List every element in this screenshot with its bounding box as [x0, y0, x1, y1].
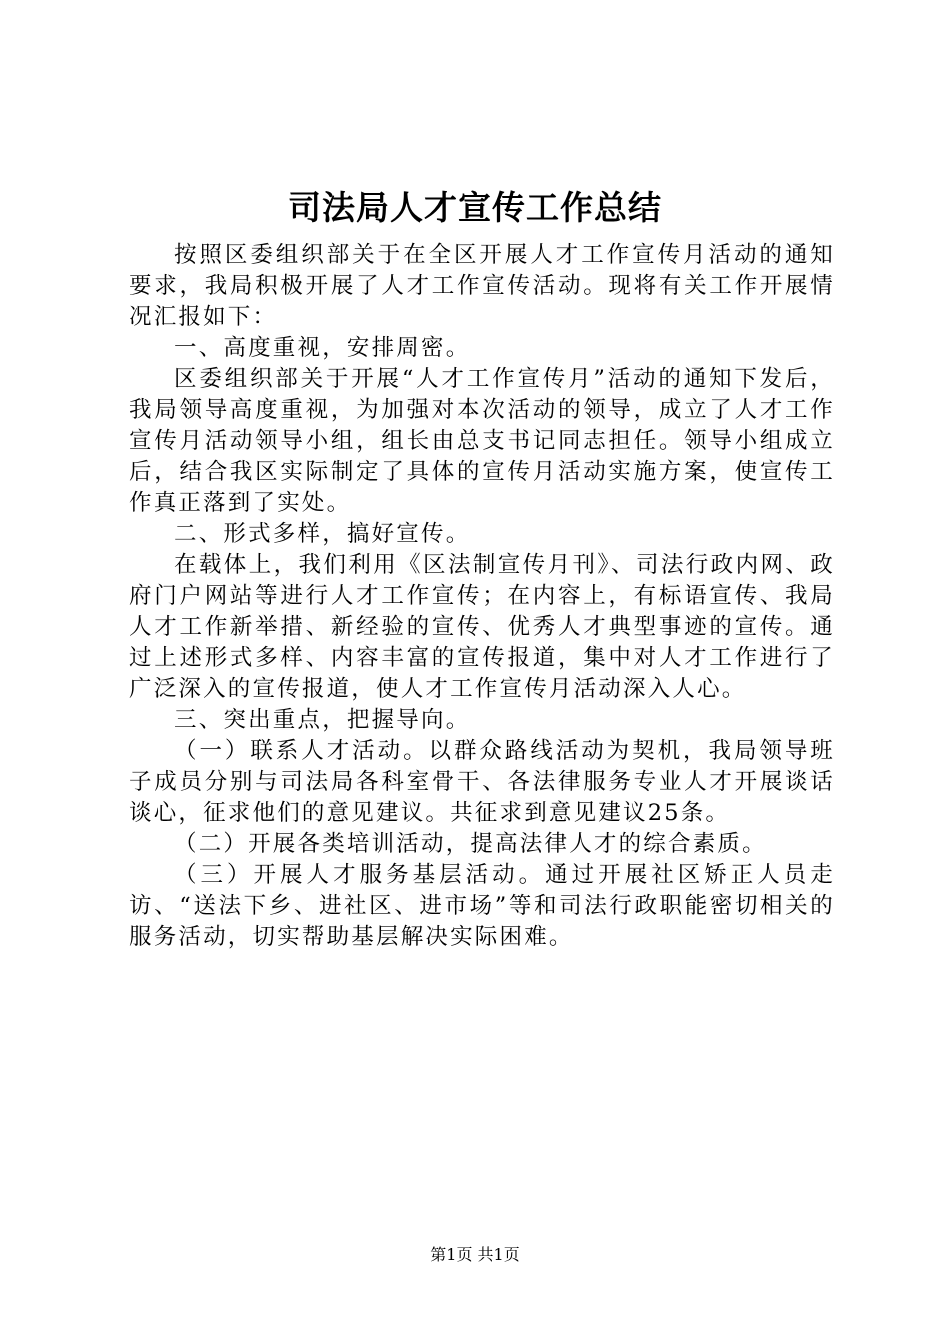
section-heading-2: 二、形式多样，搞好宣传。 [174, 521, 471, 547]
section-3-item-2: （二）开展各类培训活动，提高法律人才的综合素质。 [174, 831, 767, 857]
section-heading-1: 一、高度重视，安排周密。 [174, 335, 471, 361]
document-title: 司法局人才宣传工作总结 [288, 188, 662, 227]
section-3-item-1: （一）联系人才活动。以群众路线活动为契机，我局领导班子成员分别与司法局各科室骨干、各法律服务专业人才开展谈话谈心，征求他们的意见建议。共征求到意见建议25条。 [129, 738, 835, 826]
section-1-paragraph: 区委组织部关于开展“人才工作宣传月”活动的通知下发后，我局领导高度重视，为加强对本次活动的领导，成立了人才工作宣传月活动领导小组，组长由总支书记同志担任。领导小组成立后，结合我区实际制定了具体的宣传月活动实施方案，使宣传工作真正落到了实处。 [129, 366, 835, 516]
document-body [129, 240, 835, 953]
section-3-item-3: （三）开展人才服务基层活动。通过开展社区矫正人员走访、“送法下乡、进社区、进市场”等和司法行政职能密切相关的服务活动，切实帮助基层解决实际困难。 [129, 862, 835, 950]
page-footer: 第1页 共1页 [430, 1245, 520, 1264]
section-heading-3: 三、突出重点，把握导向。 [174, 707, 471, 733]
section-2-paragraph: 在载体上，我们利用《区法制宣传月刊》、司法行政内网、政府门户网站等进行人才工作宣传；在内容上，有标语宣传、我局人才工作新举措、新经验的宣传、优秀人才典型事迹的宣传。通过上述形式多样、内容丰富的宣传报道，集中对人才工作进行了广泛深入的宣传报道，使人才工作宣传月活动深入人心。 [129, 552, 835, 702]
intro-paragraph: 按照区委组织部关于在全区开展人才工作宣传月活动的通知要求，我局积极开展了人才工作宣传活动。现将有关工作开展情况汇报如下： [129, 242, 835, 330]
